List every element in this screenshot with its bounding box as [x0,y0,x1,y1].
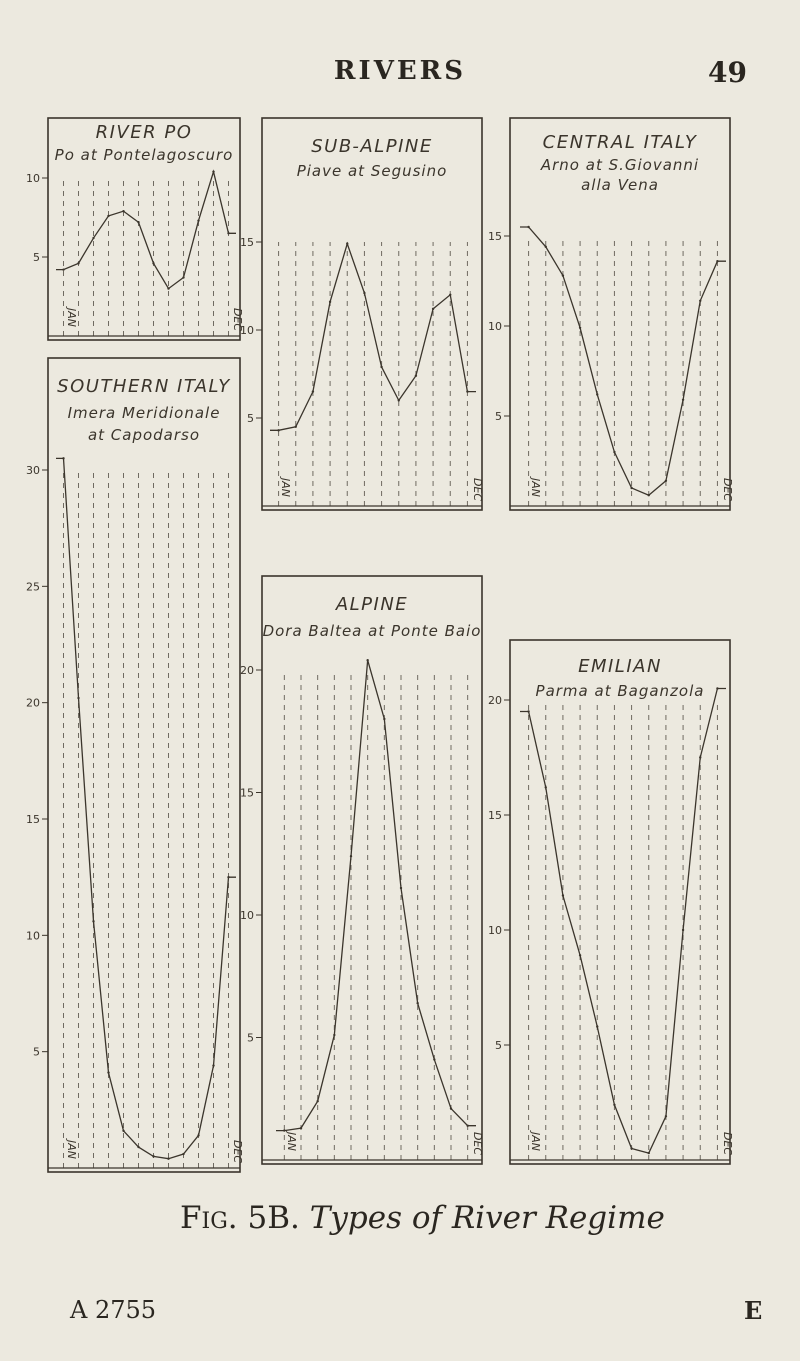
data-point [316,1100,318,1102]
data-point [167,1157,169,1159]
chart-subtitle: Parma at Baganzola [535,682,705,700]
data-point [682,929,684,931]
footer-left: A 2755 [70,1296,157,1324]
x-tick-label-end: DEC [231,1140,244,1164]
series-line [520,227,726,495]
data-point [363,292,365,294]
data-point [107,1071,109,1073]
data-point [665,1115,667,1117]
data-point [630,1147,632,1149]
data-point [182,276,184,278]
chart-emilian [488,640,734,1164]
data-point [167,287,169,289]
y-tick-label: 5 [495,410,502,423]
y-tick-label: 20 [26,696,40,710]
data-point [227,876,229,878]
y-tick-label: 10 [26,929,40,943]
chart-subtitle: Imera Meridionale [67,404,221,422]
series-line [56,172,236,289]
data-point [122,210,124,212]
data-point [380,366,382,368]
series-line [270,244,476,431]
data-point [92,237,94,239]
figure-number: Fig. 5B. [180,1200,300,1236]
y-tick-label: 5 [33,1045,40,1059]
data-point [665,480,667,482]
chart-alpine [240,576,484,1164]
chart-po [26,118,244,340]
chart-central [488,118,734,510]
y-tick-label: 10 [240,324,254,337]
data-point [212,170,214,172]
y-tick-label: 5 [247,1031,254,1045]
data-point [682,399,684,401]
chart-subtitle: Piave at Segusino [296,162,448,180]
data-point [466,1125,468,1127]
data-point [613,1104,615,1106]
chart-title: SUB-ALPINE [311,136,433,157]
x-tick-label-end: DEC [231,308,244,332]
data-point [212,1064,214,1066]
y-tick-label: 5 [247,412,254,425]
chart-frame [48,358,240,1172]
data-point [466,390,468,392]
data-point [366,659,368,661]
data-point [432,308,434,310]
data-point [433,1058,435,1060]
data-point [182,1153,184,1155]
data-point [579,327,581,329]
figure-caption-text: Types of River Regime [309,1200,665,1236]
data-point [699,756,701,758]
data-point [277,429,279,431]
data-point [400,887,402,889]
y-tick-label: 20 [488,694,502,707]
chart-frame [510,640,730,1164]
y-tick-label: 10 [488,320,502,333]
data-point [152,262,154,264]
data-point [527,710,529,712]
chart-subtitle: Arno at S.Giovanni [540,156,700,174]
data-point [107,215,109,217]
x-tick-label-end: DEC [471,1132,484,1156]
data-point [137,221,139,223]
y-tick-label: 5 [495,1039,502,1052]
x-tick-label-start: JAN [285,1132,298,1151]
data-point [62,457,64,459]
chart-title: SOUTHERN ITALY [57,376,231,397]
data-point [716,687,718,689]
x-tick-label-end: DEC [721,1132,734,1156]
x-tick-label-end: DEC [721,478,734,502]
y-tick-label: 10 [488,924,502,937]
series-line [56,458,236,1158]
data-point [300,1127,302,1129]
y-tick-label: 5 [33,251,40,264]
x-tick-label-start: JAN [65,308,78,327]
data-point [449,294,451,296]
chart-title: EMILIAN [578,656,662,677]
chart-frame [262,576,482,1164]
data-point [716,260,718,262]
chart-subtitle: Po at Pontelagoscuro [54,146,234,164]
y-tick-label: 10 [26,172,40,185]
data-point [450,1107,452,1109]
footer-right: E [744,1296,763,1325]
x-tick-label-start: JAN [529,1132,542,1151]
data-point [545,246,547,248]
data-point [613,451,615,453]
data-point [648,494,650,496]
data-point [77,697,79,699]
data-point [197,219,199,221]
x-tick-label-start: JAN [529,478,542,497]
y-tick-label: 15 [488,230,502,243]
series-line [520,689,726,1154]
x-tick-label-start: JAN [65,1140,78,1159]
figure-caption [180,1200,740,1236]
data-point [545,786,547,788]
chart-southern [26,358,244,1172]
page-number: 49 [708,56,747,89]
x-tick-label-start: JAN [279,478,292,497]
y-tick-label: 15 [26,813,40,826]
data-point [346,243,348,245]
chart-title: ALPINE [335,594,409,615]
data-point [630,487,632,489]
data-point [197,1134,199,1136]
data-point [648,1152,650,1154]
data-point [415,375,417,377]
data-point [699,300,701,302]
data-point [596,393,598,395]
y-tick-label: 15 [488,809,502,822]
data-point [227,232,229,234]
chart-subalpine [240,118,484,510]
x-tick-label-end: DEC [471,478,484,502]
data-point [333,1034,335,1036]
data-point [92,920,94,922]
data-point [562,274,564,276]
y-tick-label: 20 [240,664,254,677]
y-tick-label: 15 [240,786,254,800]
chart-subtitle: Dora Baltea at Ponte Baio [262,622,482,640]
data-point [416,1002,418,1004]
data-point [122,1130,124,1132]
series-line [276,660,476,1130]
data-point [596,1025,598,1027]
chart-title: CENTRAL ITALY [542,132,698,153]
data-point [312,390,314,392]
data-point [398,399,400,401]
data-point [137,1146,139,1148]
y-tick-label: 30 [26,464,40,477]
chart-title: RIVER PO [95,122,193,143]
data-point [579,954,581,956]
data-point [295,426,297,428]
data-point [329,301,331,303]
chart-subtitle-2: at Capodarso [87,426,201,444]
data-point [527,226,529,228]
page-title: RIVERS [333,56,467,86]
data-point [77,262,79,264]
data-point [350,855,352,857]
data-point [62,268,64,270]
y-tick-label: 25 [26,580,40,594]
y-tick-label: 10 [240,909,254,922]
data-point [152,1155,154,1157]
data-point [383,718,385,720]
y-tick-label: 15 [240,236,254,249]
chart-subtitle-2: alla Vena [581,176,659,194]
data-point [562,894,564,896]
